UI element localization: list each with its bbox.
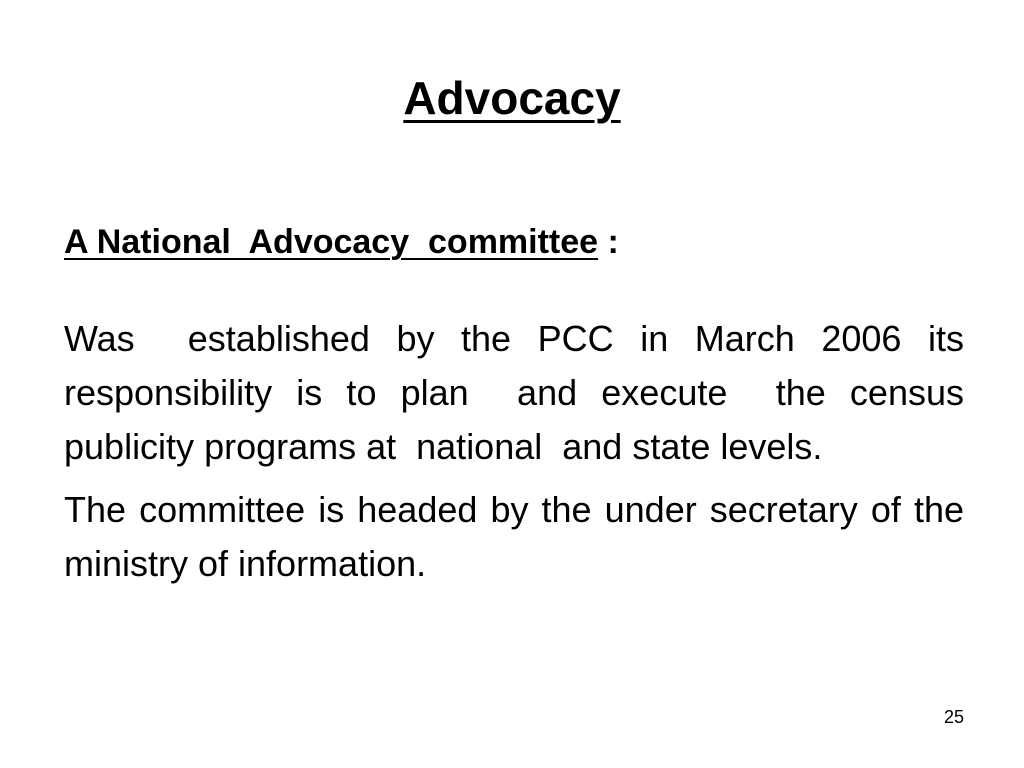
body-paragraph-2: The committee is headed by the under secretary of the ministry of information. — [64, 489, 975, 584]
subheading-text: A National Advocacy committee — [64, 223, 599, 261]
subheading — [64, 214, 964, 270]
slide-title-text: Advocacy — [403, 72, 621, 124]
slide-title — [0, 64, 1024, 132]
slide-content — [64, 214, 975, 600]
subheading-colon: : — [598, 223, 619, 261]
page-number: 25 — [943, 707, 964, 727]
body-paragraph-1: Was established by the PCC in March 2006 its responsibility is to plan and execute the census publicity programs at national and state levels. — [64, 318, 975, 467]
